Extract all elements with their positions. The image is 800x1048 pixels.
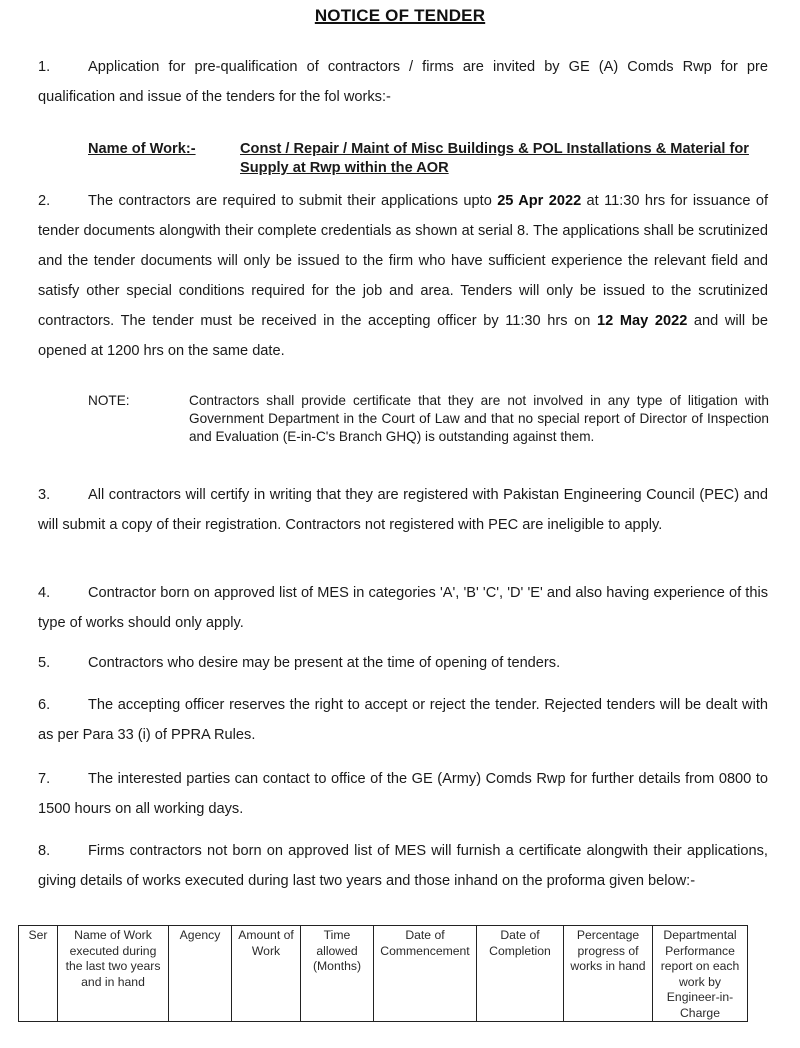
paragraph-6 xyxy=(38,690,768,750)
paragraph-number: 7. xyxy=(38,771,51,787)
paragraph-1 xyxy=(38,52,768,112)
paragraph-number: 4. xyxy=(38,585,51,601)
column-header-time-allowed: Time allowed (Months) xyxy=(301,926,374,1022)
column-header-performance-report: Departmental Performance report on each work by Engineer-in-Charge xyxy=(653,926,748,1022)
paragraph-5 xyxy=(38,648,768,678)
paragraph-number: 3. xyxy=(38,487,51,503)
paragraph-2 xyxy=(38,186,768,366)
paragraph-8 xyxy=(38,836,768,896)
paragraph-number: 1. xyxy=(38,59,51,75)
proforma-table xyxy=(18,925,748,1022)
column-header-percentage-progress: Percentage progress of works in hand xyxy=(564,926,653,1022)
name-of-work-value: Const / Repair / Maint of Misc Buildings & POL Installations & Material for Supply at Rwp within the AOR xyxy=(240,141,749,176)
column-header-name-of-work: Name of Work executed during the last two years and in hand xyxy=(58,926,169,1022)
column-header-date-of-commencement: Date of Commencement xyxy=(374,926,477,1022)
column-header-amount-of-work: Amount of Work xyxy=(232,926,301,1022)
document-title: NOTICE OF TENDER xyxy=(314,6,486,25)
paragraph-number: 8. xyxy=(38,843,51,859)
paragraph-text: The interested parties can contact to office of the GE (Army) Comds Rwp for further details from 0800 to 1500 hours on all working days. xyxy=(38,771,768,817)
note-text: Contractors shall provide certificate that they are not involved in any type of litigation with Government Department in the Court of Law and that no special report of Director of Inspection and Evaluation (E-in-C's Branch GHQ) is outstanding against them. xyxy=(189,393,769,444)
paragraph-text-b: at 11:30 hrs for issuance of tender documents alongwith their complete credentials as shown at serial 8. The applications shall be scrutinized and the tender documents will only be issued to the firm who have sufficient experience the relevant field and satisfy other special conditions required for the job and area. Tenders will only be issued to the scrutinized contractors. The tender must be received in the accepting officer by 11:30 hrs on xyxy=(38,193,768,329)
column-header-agency: Agency xyxy=(169,926,232,1022)
column-header-date-of-completion: Date of Completion xyxy=(477,926,564,1022)
paragraph-text-a: The contractors are required to submit their applications upto xyxy=(88,193,498,209)
paragraph-4 xyxy=(38,578,768,638)
paragraph-3 xyxy=(38,480,768,540)
table-header-row xyxy=(19,926,748,1022)
paragraph-text: Contractor born on approved list of MES in categories 'A', 'B' 'C', 'D' 'E' and also having experience of this type of works should only apply. xyxy=(38,585,768,631)
paragraph-text: Contractors who desire may be present at the time of opening of tenders. xyxy=(88,655,561,671)
paragraph-number: 5. xyxy=(38,655,51,671)
note-label: NOTE: xyxy=(88,393,130,408)
paragraph-text: Application for pre-qualification of contractors / firms are invited by GE (A) Comds Rwp for pre qualification and issue of the tenders for the fol works:- xyxy=(38,59,768,105)
name-of-work-label: Name of Work:- xyxy=(88,141,196,157)
submission-date: 25 Apr 2022 xyxy=(497,193,582,209)
paragraph-text-c: and will be opened at 1200 hrs on the same date. xyxy=(38,313,768,359)
paragraph-text: Firms contractors not born on approved list of MES will furnish a certificate alongwith their applications, giving details of works executed during last two years and those inhand on the proforma given below:- xyxy=(38,843,768,889)
column-header-ser: Ser xyxy=(19,926,58,1022)
paragraph-number: 6. xyxy=(38,697,51,713)
paragraph-number: 2. xyxy=(38,193,51,209)
paragraph-text: All contractors will certify in writing that they are registered with Pakistan Engineering Council (PEC) and will submit a copy of their registration. Contractors not registered with PEC are ineligible to apply. xyxy=(38,487,768,533)
receipt-date: 12 May 2022 xyxy=(597,313,688,329)
paragraph-7 xyxy=(38,764,768,824)
paragraph-text: The accepting officer reserves the right to accept or reject the tender. Rejected tenders will be dealt with as per Para 33 (i) of PPRA Rules. xyxy=(38,697,768,743)
